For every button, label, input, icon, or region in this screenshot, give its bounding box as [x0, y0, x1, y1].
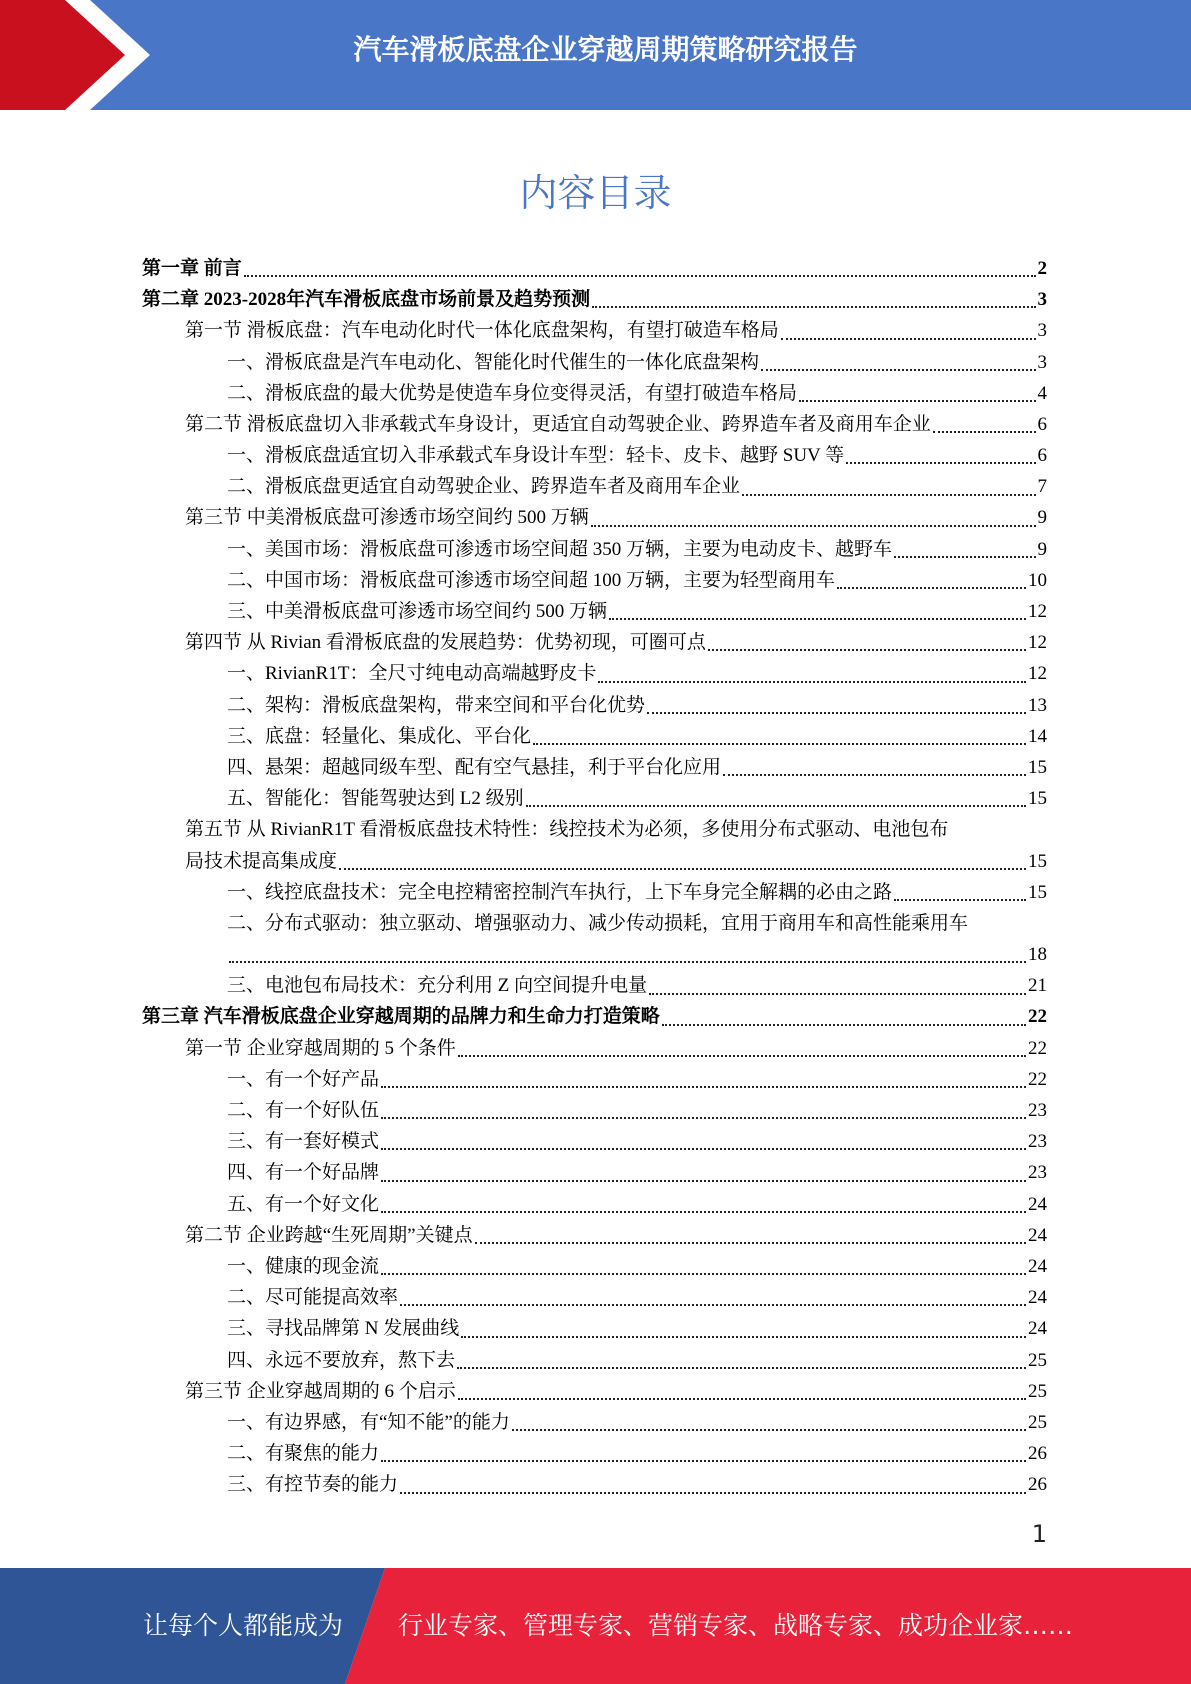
toc-entry[interactable]: [142, 1002, 1047, 1033]
toc-page-number: 7: [1037, 476, 1047, 498]
toc-dot-leader: [381, 1273, 1026, 1275]
toc-entry-text: 三、有控节奏的能力: [227, 1474, 399, 1496]
toc-entry[interactable]: [142, 565, 1047, 596]
footer-slogan-right: 行业专家、管理专家、营销专家、战略专家、成功企业家……: [398, 1611, 1074, 1640]
toc-heading: 内容目录: [519, 171, 672, 215]
toc-entry-text: 第五节 从 RivianR1T 看滑板底盘技术特性：线控技术为必须，多使用分布式驱动、电池包布: [185, 819, 949, 841]
toc-entry[interactable]: [142, 752, 1047, 783]
toc-entry[interactable]: [142, 1345, 1047, 1376]
toc-dot-leader: [649, 993, 1026, 995]
toc-page-number: 23: [1028, 1162, 1047, 1184]
toc-entry-text: 第四节 从 Rivian 看滑板底盘的发展趋势：优势初现，可圈可点: [185, 632, 706, 654]
toc-entry[interactable]: [142, 503, 1047, 534]
toc-entry[interactable]: [142, 1407, 1047, 1438]
toc-entry[interactable]: [142, 1313, 1047, 1344]
toc-entry-text: 一、健康的现金流: [227, 1255, 380, 1277]
toc-dot-leader: [609, 618, 1026, 620]
table-of-contents: [142, 253, 1047, 1501]
toc-entry-text: 一、有边界感，有“知不能”的能力: [227, 1411, 510, 1433]
toc-entry[interactable]: [142, 1376, 1047, 1407]
toc-entry[interactable]: [142, 1095, 1047, 1126]
toc-page-number: 25: [1028, 1349, 1047, 1371]
toc-entry-text: 二、有聚焦的能力: [227, 1443, 380, 1465]
toc-page-number: 23: [1028, 1100, 1047, 1122]
toc-entry[interactable]: [142, 409, 1047, 440]
toc-entry-text: 三、有一套好模式: [227, 1131, 380, 1153]
toc-dot-leader: [662, 1024, 1026, 1026]
toc-entry-text: 二、中国市场：滑板底盘可渗透市场空间超 100 万辆，主要为轻型商用车: [227, 569, 836, 591]
toc-dot-leader: [400, 1304, 1026, 1306]
toc-entry[interactable]: [142, 596, 1047, 627]
toc-dot-leader: [894, 556, 1035, 558]
header-band: [0, 0, 1191, 110]
toc-page-number: 12: [1028, 663, 1047, 685]
toc-dot-leader: [381, 1117, 1026, 1119]
toc-page-number: 25: [1028, 1411, 1047, 1433]
toc-entry-text: 一、RivianR1T：全尺寸纯电动高端越野皮卡: [227, 663, 597, 685]
toc-dot-leader: [799, 400, 1035, 402]
toc-page-number: 15: [1028, 756, 1047, 778]
toc-entry-text: 二、架构：滑板底盘架构，带来空间和平台化优势: [227, 694, 646, 716]
toc-dot-leader: [512, 1429, 1026, 1431]
toc-entry[interactable]: [142, 1064, 1047, 1095]
toc-page-number: 24: [1028, 1255, 1047, 1277]
toc-dot-leader: [723, 774, 1026, 776]
toc-entry-text: 四、永远不要放弃，熬下去: [227, 1349, 456, 1371]
toc-page-number: 3: [1037, 320, 1047, 342]
toc-entry[interactable]: [142, 846, 1047, 877]
toc-dot-leader: [591, 525, 1036, 527]
toc-entry[interactable]: [142, 1282, 1047, 1313]
toc-entry-text: 三、中美滑板底盘可渗透市场空间约 500 万辆: [227, 601, 608, 623]
toc-dot-leader: [598, 681, 1026, 683]
toc-dot-leader: [229, 961, 1026, 963]
toc-page-number: 9: [1037, 538, 1047, 560]
toc-entry[interactable]: [142, 440, 1047, 471]
toc-entry-text: 三、寻找品牌第 N 发展曲线: [227, 1318, 460, 1340]
toc-page-number: 13: [1028, 694, 1047, 716]
toc-entry[interactable]: [142, 284, 1047, 315]
toc-dot-leader: [381, 1211, 1026, 1213]
toc-entry-text: 四、有一个好品牌: [227, 1162, 380, 1184]
toc-entry-text: 第一章 前言: [142, 257, 242, 279]
toc-dot-leader: [846, 462, 1035, 464]
toc-page-number: 26: [1028, 1443, 1047, 1465]
toc-dot-leader: [647, 712, 1026, 714]
toc-entry-text: 一、美国市场：滑板底盘可渗透市场空间超 350 万辆，主要为电动皮卡、越野车: [227, 538, 893, 560]
toc-dot-leader: [461, 1336, 1026, 1338]
toc-page-number: 15: [1028, 788, 1047, 810]
toc-dot-leader: [742, 494, 1035, 496]
toc-entry[interactable]: [142, 783, 1047, 814]
toc-page-number: 12: [1028, 601, 1047, 623]
toc-page-number: 24: [1028, 1318, 1047, 1340]
toc-entry[interactable]: [142, 1438, 1047, 1469]
toc-dot-leader: [933, 431, 1036, 433]
toc-dot-leader: [339, 868, 1026, 870]
toc-dot-leader: [457, 1367, 1026, 1369]
toc-entry-text: 三、底盘：轻量化、集成化、平台化: [227, 725, 532, 747]
toc-dot-leader: [526, 805, 1026, 807]
page-number: 1: [1031, 1520, 1047, 1548]
toc-entry-text: 局技术提高集成度: [185, 850, 338, 872]
toc-entry-text: 第二章 2023-2028年汽车滑板底盘市场前景及趋势预测: [142, 289, 591, 311]
toc-page-number: 22: [1028, 1006, 1047, 1028]
toc-page-number: 24: [1028, 1193, 1047, 1215]
toc-entry[interactable]: [142, 1157, 1047, 1188]
toc-entry[interactable]: [142, 627, 1047, 658]
toc-page-number: 9: [1037, 507, 1047, 529]
toc-entry-text: 第二节 滑板底盘切入非承载式车身设计，更适宜自动驾驶企业、跨界造车者及商用车企业: [185, 413, 931, 435]
toc-page-number: 6: [1037, 445, 1047, 467]
toc-page-number: 14: [1028, 725, 1047, 747]
toc-entry-text: 第一节 企业穿越周期的 5 个条件: [185, 1037, 456, 1059]
toc-page-number: 18: [1028, 944, 1047, 966]
toc-page-number: 3: [1037, 351, 1047, 373]
toc-entry-text: 一、滑板底盘是汽车电动化、智能化时代催生的一体化底盘架构: [227, 351, 760, 373]
toc-page-number: 10: [1028, 569, 1047, 591]
toc-entry[interactable]: [142, 1033, 1047, 1064]
toc-dot-leader: [781, 338, 1036, 340]
toc-dot-leader: [708, 649, 1026, 651]
toc-entry-text: 一、有一个好产品: [227, 1068, 380, 1090]
toc-page-number: 4: [1037, 382, 1047, 404]
toc-entry-text: 五、智能化：智能驾驶达到 L2 级别: [227, 788, 524, 810]
toc-entry-text: 五、有一个好文化: [227, 1193, 380, 1215]
toc-entry[interactable]: [142, 1126, 1047, 1157]
toc-page-number: 12: [1028, 632, 1047, 654]
toc-entry[interactable]: [142, 378, 1047, 409]
footer-band: [0, 1568, 1191, 1684]
toc-dot-leader: [894, 899, 1026, 901]
toc-dot-leader: [381, 1086, 1026, 1088]
toc-entry[interactable]: [142, 814, 1047, 845]
toc-page-number: 2: [1037, 257, 1047, 279]
footer-slogan-left: 让每个人都能成为: [143, 1611, 344, 1640]
toc-page-number: 22: [1028, 1068, 1047, 1090]
toc-page-number: 21: [1028, 975, 1047, 997]
toc-dot-leader: [458, 1398, 1026, 1400]
toc-entry-text: 二、滑板底盘更适宜自动驾驶企业、跨界造车者及商用车企业: [227, 476, 741, 498]
toc-dot-leader: [244, 275, 1036, 277]
toc-entry[interactable]: [142, 970, 1047, 1001]
toc-entry-text: 一、线控底盘技术：完全电控精密控制汽车执行，上下车身完全解耦的必由之路: [227, 881, 893, 903]
toc-page-number: 15: [1028, 881, 1047, 903]
toc-entry[interactable]: [142, 658, 1047, 689]
toc-entry-text: 三、电池包布局技术：充分利用 Z 向空间提升电量: [227, 975, 648, 997]
toc-page-number: 26: [1028, 1474, 1047, 1496]
toc-dot-leader: [533, 743, 1026, 745]
toc-entry[interactable]: [142, 534, 1047, 565]
toc-page-number: 3: [1037, 289, 1047, 311]
toc-entry-text: 第二节 企业跨越“生死周期”关键点: [185, 1224, 473, 1246]
toc-entry-text: 四、悬架：超越同级车型、配有空气悬挂，利于平台化应用: [227, 756, 722, 778]
toc-entry[interactable]: [142, 347, 1047, 378]
toc-entry[interactable]: [142, 471, 1047, 502]
toc-entry[interactable]: [142, 1189, 1047, 1220]
toc-entry[interactable]: [142, 1469, 1047, 1500]
toc-dot-leader: [475, 1242, 1026, 1244]
toc-dot-leader: [592, 306, 1035, 308]
toc-page-number: 24: [1028, 1224, 1047, 1246]
toc-entry-text: 第三节 中美滑板底盘可渗透市场空间约 500 万辆: [185, 507, 589, 529]
toc-dot-leader: [400, 1492, 1026, 1494]
toc-dot-leader: [381, 1460, 1026, 1462]
toc-page-number: 23: [1028, 1131, 1047, 1153]
toc-entry[interactable]: [142, 315, 1047, 346]
report-title: 汽车滑板底盘企业穿越周期策略研究报告: [353, 33, 858, 66]
toc-entry[interactable]: [142, 253, 1047, 284]
toc-page-number: 6: [1037, 413, 1047, 435]
toc-page-number: 15: [1028, 850, 1047, 872]
toc-entry[interactable]: [142, 1251, 1047, 1282]
toc-dot-leader: [381, 1148, 1026, 1150]
toc-page-number: 25: [1028, 1380, 1047, 1402]
toc-entry-text: 第三节 企业穿越周期的 6 个启示: [185, 1380, 456, 1402]
toc-entry-text: 一、滑板底盘适宜切入非承载式车身设计车型：轻卡、皮卡、越野 SUV 等: [227, 445, 845, 467]
toc-dot-leader: [837, 587, 1026, 589]
toc-entry-text: 第一节 滑板底盘：汽车电动化时代一体化底盘架构，有望打破造车格局: [185, 320, 779, 342]
toc-entry[interactable]: [142, 721, 1047, 752]
toc-entry-text: 二、滑板底盘的最大优势是使造车身位变得灵活，有望打破造车格局: [227, 382, 798, 404]
toc-page-number: 22: [1028, 1037, 1047, 1059]
toc-entry[interactable]: [142, 1220, 1047, 1251]
toc-entry-text: 二、有一个好队伍: [227, 1100, 380, 1122]
toc-dot-leader: [458, 1055, 1026, 1057]
toc-dot-leader: [761, 369, 1035, 371]
toc-entry[interactable]: [142, 877, 1047, 908]
toc-dot-leader: [381, 1180, 1026, 1182]
toc-entry-text: 二、分布式驱动：独立驱动、增强驱动力、减少传动损耗，宜用于商用车和高性能乘用车: [227, 912, 969, 934]
toc-page-number: 24: [1028, 1287, 1047, 1309]
toc-entry-text: 第三章 汽车滑板底盘企业穿越周期的品牌力和生命力打造策略: [142, 1006, 660, 1028]
toc-entry[interactable]: [142, 690, 1047, 721]
toc-entry-text: 二、尽可能提高效率: [227, 1287, 399, 1309]
toc-entry[interactable]: [142, 908, 1047, 939]
toc-entry[interactable]: [142, 939, 1047, 970]
